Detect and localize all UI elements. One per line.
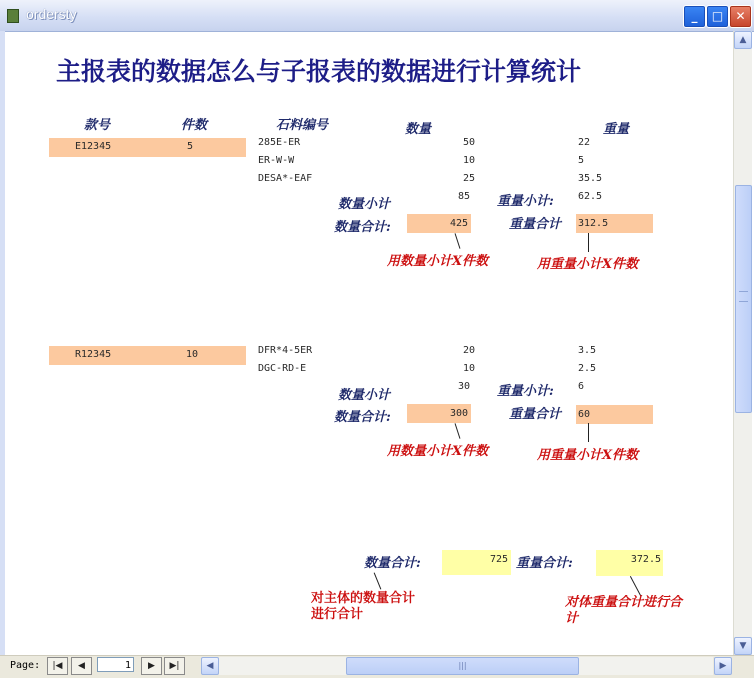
- weight-total-value: 312.5: [576, 214, 653, 233]
- prev-page-icon[interactable]: ◀: [71, 657, 92, 675]
- header-zhongliang: 重量: [603, 122, 630, 137]
- qty-total-label: 数量合计:: [334, 220, 391, 235]
- group-code: E12345: [75, 141, 112, 152]
- group-pieces: 5: [187, 141, 194, 152]
- scroll-down-icon[interactable]: ▼: [734, 637, 752, 655]
- item-qty: 50: [462, 137, 475, 148]
- annotation-weight: 用重量小计X件数: [537, 448, 639, 463]
- annotation-qty: 用数量小计X件数: [387, 254, 489, 269]
- grip-icon: [739, 291, 748, 302]
- scroll-left-icon[interactable]: ◀: [201, 657, 219, 675]
- app-icon: [7, 9, 19, 23]
- vertical-scrollbar[interactable]: [733, 31, 752, 655]
- minimize-icon: _: [691, 9, 698, 23]
- annotation-pointer: [455, 233, 461, 249]
- weight-subtotal-value: 62.5: [578, 191, 603, 202]
- annotation-pointer: [588, 233, 589, 252]
- window-left-frame: [0, 31, 5, 655]
- weight-total-label: 重量合计: [509, 217, 562, 232]
- close-icon: ✕: [735, 9, 746, 23]
- annotation-grand-qty: [311, 591, 415, 623]
- annotation-pointer: [374, 572, 382, 589]
- maximize-icon: □: [711, 9, 724, 23]
- weight-subtotal-value: 6: [578, 381, 585, 392]
- grand-qty-label: 数量合计:: [364, 556, 421, 571]
- stone-code: 285E-ER: [258, 137, 301, 148]
- item-weight: 5: [578, 155, 585, 166]
- annotation-line: 对主体的数量合计: [311, 591, 416, 606]
- grand-weight-value: 372.5: [596, 550, 663, 576]
- title-bar[interactable]: [0, 0, 754, 32]
- qty-subtotal-label: 数量小计: [338, 197, 391, 212]
- item-weight: 2.5: [578, 363, 597, 374]
- annotation-weight: 用重量小计X件数: [537, 257, 639, 272]
- weight-subtotal-label: 重量小计:: [497, 194, 554, 209]
- weight-total-value: 60: [576, 405, 653, 424]
- vertical-scroll-thumb[interactable]: [735, 185, 752, 413]
- page-number-input[interactable]: 1: [97, 657, 134, 672]
- bottom-bar: [0, 655, 754, 678]
- qty-total-label: 数量合计:: [334, 410, 391, 425]
- header-jianshu: 件数: [181, 118, 208, 133]
- group-code: R12345: [75, 349, 112, 360]
- minimize-button[interactable]: [683, 5, 706, 28]
- annotation-line: 计: [565, 611, 579, 626]
- close-button[interactable]: [729, 5, 752, 28]
- annotation-line: 进行合计: [311, 607, 364, 622]
- grand-qty-value: 725: [442, 550, 511, 575]
- scroll-right-icon[interactable]: ▶: [714, 657, 732, 675]
- stone-code: ER-W-W: [258, 155, 295, 166]
- annotation-pointer: [588, 423, 589, 442]
- window-title: ordersty: [26, 6, 77, 22]
- annotation-pointer: [630, 576, 641, 596]
- page-label: Page:: [10, 660, 41, 671]
- stone-code: DFR*4-5ER: [258, 345, 313, 356]
- annotation-grand-weight: [565, 595, 692, 627]
- next-page-icon[interactable]: ▶: [141, 657, 162, 675]
- item-weight: 35.5: [578, 173, 603, 184]
- qty-total-value: 425: [407, 214, 471, 233]
- annotation-qty: 用数量小计X件数: [387, 444, 489, 459]
- header-shiliao: 石料编号: [276, 118, 329, 133]
- grand-weight-label: 重量合计:: [516, 556, 573, 571]
- group-pieces: 10: [186, 349, 199, 360]
- report-title: 主报表的数据怎么与子报表的数据进行计算统计: [56, 57, 582, 86]
- item-qty: 20: [462, 345, 475, 356]
- item-weight: 3.5: [578, 345, 597, 356]
- last-page-icon[interactable]: ▶|: [164, 657, 185, 675]
- stone-code: DESA*-EAF: [258, 173, 313, 184]
- qty-subtotal-value: 30: [457, 381, 470, 392]
- header-kuanhao: 款号: [84, 118, 111, 133]
- stone-code: DGC-RD-E: [258, 363, 307, 374]
- qty-total-value: 300: [407, 404, 471, 423]
- horizontal-scroll-thumb[interactable]: |||: [346, 657, 579, 675]
- item-qty: 10: [462, 363, 475, 374]
- weight-total-label: 重量合计: [509, 407, 562, 422]
- annotation-pointer: [455, 423, 461, 439]
- weight-subtotal-label: 重量小计:: [497, 384, 554, 399]
- item-weight: 22: [578, 137, 591, 148]
- item-qty: 10: [462, 155, 475, 166]
- header-shuliang: 数量: [405, 122, 432, 137]
- first-page-icon[interactable]: |◀: [47, 657, 68, 675]
- qty-subtotal-label: 数量小计: [338, 388, 391, 403]
- qty-subtotal-value: 85: [457, 191, 470, 202]
- scroll-up-icon[interactable]: ▲: [734, 31, 752, 49]
- item-qty: 25: [462, 173, 475, 184]
- annotation-line: 对体重量合计进行合: [565, 595, 683, 610]
- maximize-button[interactable]: [706, 5, 729, 28]
